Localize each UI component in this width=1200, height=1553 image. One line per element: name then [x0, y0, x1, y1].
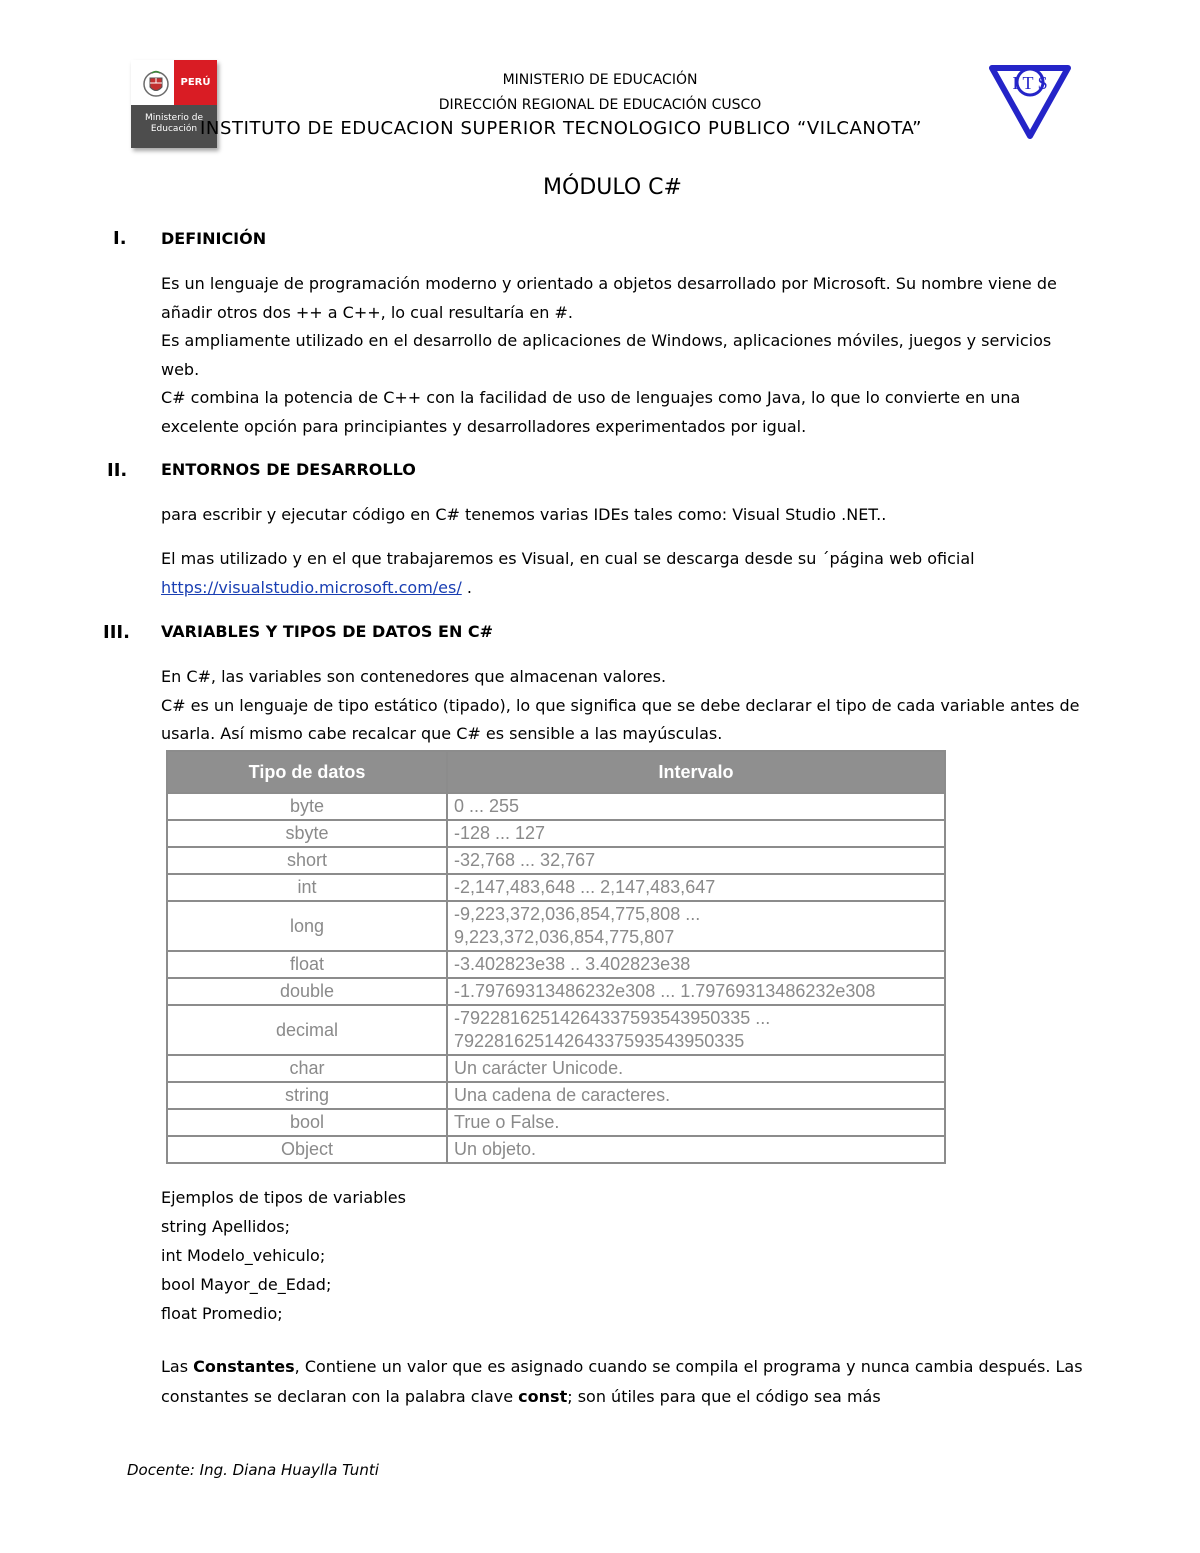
- table-row: [167, 1082, 945, 1109]
- type-cell: string: [167, 1082, 447, 1109]
- footer-teacher: Docente: Ing. Diana Huaylla Tunti: [127, 1461, 379, 1479]
- table-row: [167, 874, 945, 901]
- ministry-label-line1: Ministerio de: [144, 113, 204, 123]
- range-line-2: 79228162514264337593543950335: [454, 1031, 745, 1051]
- section-2-number: II.: [107, 460, 128, 481]
- type-cell: bool: [167, 1109, 447, 1136]
- range-cell: [447, 901, 945, 951]
- paragraph: Es ampliamente utilizado en el desarrollo de aplicaciones de Windows, aplicaciones móviles, juegos y servicios web.: [161, 331, 1052, 379]
- section-2-body: [161, 545, 1091, 602]
- its-logo-letters: I T S: [1012, 73, 1048, 93]
- section-2-ide-text: para escribir y ejecutar código en C# tenemos varias IDEs tales como: Visual Studio .NET..: [161, 505, 887, 524]
- table-row: [167, 793, 945, 820]
- range-cell: [447, 1005, 945, 1055]
- range-cell: -2,147,483,648 ... 2,147,483,647: [447, 874, 945, 901]
- type-cell: float: [167, 951, 447, 978]
- range-line-1: -79228162514264337593543950335 ...: [454, 1008, 771, 1028]
- range-cell: Una cadena de caracteres.: [447, 1082, 945, 1109]
- range-line-2: 9,223,372,036,854,775,807: [454, 927, 675, 947]
- range-cell: -3.402823e38 .. 3.402823e38: [447, 951, 945, 978]
- paragraph: Es un lenguaje de programación moderno y orientado a objetos desarrollado por Microsoft. Su nombre viene de añadir otros dos ++ a C++, lo cual resultaría en #.: [161, 274, 1057, 322]
- column-header-range: Intervalo: [447, 751, 945, 793]
- constants-term: Constantes: [193, 1357, 295, 1376]
- table-row: [167, 820, 945, 847]
- table-header-row: [167, 751, 945, 793]
- peru-flag-label: PERÚ: [174, 60, 217, 105]
- range-cell: Un carácter Unicode.: [447, 1055, 945, 1082]
- constants-text-post: ; son útiles para que el código sea más: [567, 1387, 881, 1406]
- type-cell: short: [167, 847, 447, 874]
- header-institute: INSTITUTO DE EDUCACION SUPERIOR TECNOLOGICO PUBLICO “VILCANOTA”: [200, 118, 923, 139]
- variable-examples: [161, 1183, 406, 1328]
- section-3-body: [161, 663, 1091, 749]
- example-line: bool Mayor_de_Edad;: [161, 1275, 332, 1294]
- section-3-title: VARIABLES Y TIPOS DE DATOS EN C#: [161, 622, 494, 641]
- section-3-number: III.: [103, 622, 130, 643]
- type-cell: decimal: [167, 1005, 447, 1055]
- header-direction: DIRECCIÓN REGIONAL DE EDUCACIÓN CUSCO: [438, 97, 762, 113]
- paragraph: C# combina la potencia de C++ con la facilidad de uso de lenguajes como Java, lo que lo convierte en una excelente opción para principiantes y desarrolladores experimentados por igual.: [161, 388, 1021, 436]
- link-line: [161, 574, 1091, 603]
- section-1-number: I.: [113, 228, 127, 249]
- constants-paragraph: [161, 1352, 1101, 1412]
- const-keyword: const: [518, 1387, 568, 1406]
- range-cell: -32,768 ... 32,767: [447, 847, 945, 874]
- ministry-label-line2: Educación: [150, 124, 198, 134]
- paragraph: En C#, las variables son contenedores que almacenan valores.: [161, 667, 667, 686]
- example-line: int Modelo_vehiculo;: [161, 1246, 326, 1265]
- type-cell: long: [167, 901, 447, 951]
- table-row: [167, 1136, 945, 1163]
- section-1-body: [161, 270, 1091, 441]
- visual-studio-link[interactable]: https://visualstudio.microsoft.com/es/: [161, 577, 462, 597]
- table-row: [167, 901, 945, 951]
- paragraph: C# es un lenguaje de tipo estático (tipado), lo que significa que se debe declarar el tipo de cada variable antes de usarla. Así mismo cabe recalcar que C# es sensible a las mayúsculas.: [161, 695, 1080, 743]
- table-row: [167, 847, 945, 874]
- link-trailing-text: .: [461, 577, 472, 597]
- section-1-title: DEFINICIÓN: [161, 229, 267, 248]
- type-cell: Object: [167, 1136, 447, 1163]
- range-cell: Un objeto.: [447, 1136, 945, 1163]
- its-logo-icon: [988, 60, 1072, 140]
- examples-heading: Ejemplos de tipos de variables: [161, 1188, 406, 1207]
- table-row: [167, 1109, 945, 1136]
- type-cell: double: [167, 978, 447, 1005]
- page-title: MÓDULO C#: [543, 175, 682, 200]
- range-cell: True o False.: [447, 1109, 945, 1136]
- example-line: string Apellidos;: [161, 1217, 290, 1236]
- type-cell: char: [167, 1055, 447, 1082]
- constants-text-pre: Las: [161, 1357, 194, 1376]
- range-line-1: -9,223,372,036,854,775,808 ...: [454, 904, 701, 924]
- range-cell: -128 ... 127: [447, 820, 945, 847]
- header-ministry: MINISTERIO DE EDUCACIÓN: [502, 72, 698, 88]
- type-cell: int: [167, 874, 447, 901]
- table-row: [167, 951, 945, 978]
- type-cell: byte: [167, 793, 447, 820]
- table-row: [167, 978, 945, 1005]
- range-cell: -1.79769313486232e308 ... 1.79769313486232e308: [447, 978, 945, 1005]
- paragraph: El mas utilizado y en el que trabajaremos es Visual, en cual se descarga desde su ´página web oficial: [161, 549, 975, 568]
- data-types-table: [166, 750, 946, 1164]
- table-row: [167, 1005, 945, 1055]
- type-cell: sbyte: [167, 820, 447, 847]
- column-header-type: Tipo de datos: [167, 751, 447, 793]
- table-row: [167, 1055, 945, 1082]
- range-cell: 0 ... 255: [447, 793, 945, 820]
- example-line: float Promedio;: [161, 1304, 283, 1323]
- constants-text-mid: , Contiene un valor que es asignado cuando se compila el programa y nunca cambia después. Las constantes se declaran con la palabra clave: [161, 1357, 1083, 1406]
- section-2-title: ENTORNOS DE DESARROLLO: [161, 460, 416, 479]
